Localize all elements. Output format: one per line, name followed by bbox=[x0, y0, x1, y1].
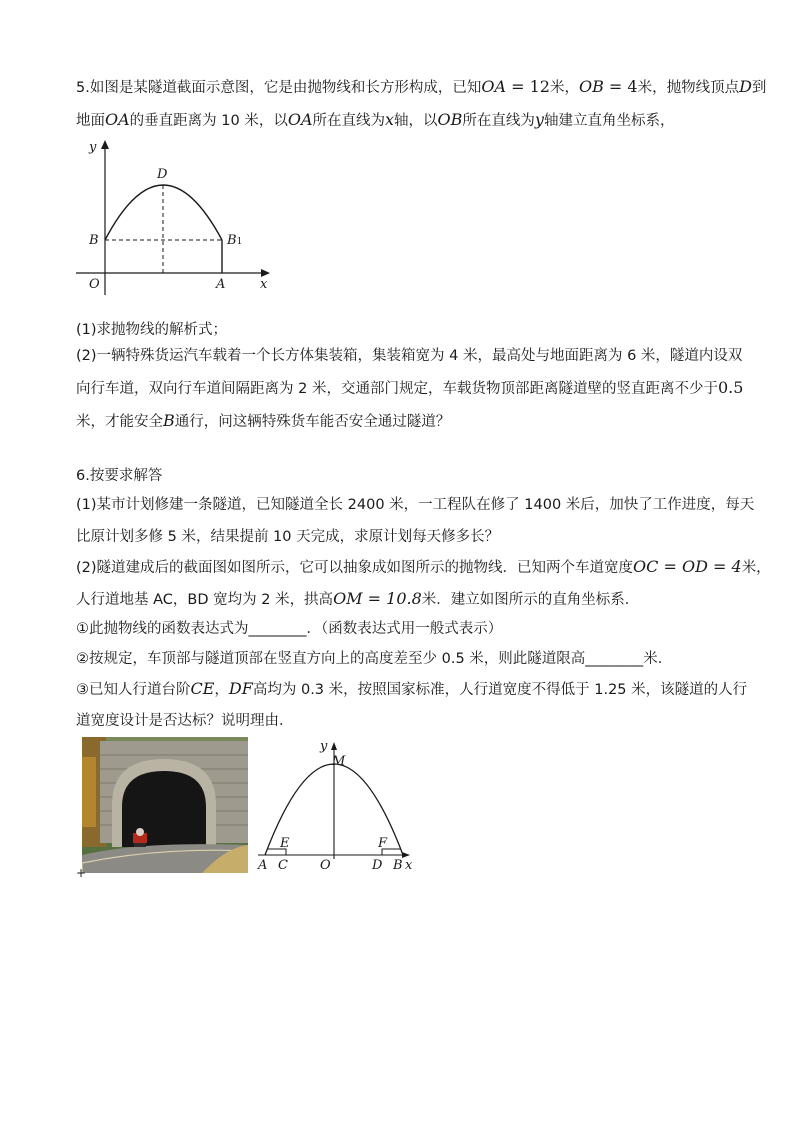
label-b1: B1 bbox=[227, 233, 243, 248]
q6-p2-line-1: (2)隧道建成后的截面图如图所示，它可以抽象成如图所示的抛物线．已知两个车道宽度OC = OD = 4米， bbox=[76, 557, 771, 576]
label-a: A bbox=[258, 858, 268, 873]
label-o: O bbox=[89, 277, 100, 292]
q5-line-2: 地面OA的垂直距离为 10 米，以OA所在直线为x轴，以OB所在直线为y轴建立直角坐标系， bbox=[76, 110, 675, 129]
q5-sub1: (1)求抛物线的解析式； bbox=[76, 322, 228, 338]
y-axis-arrow bbox=[101, 140, 109, 149]
q6-c2: ②按规定，车顶部与隧道顶部在竖直方向上的高度差至少 0.5 米，则此隧道限高________米． bbox=[76, 651, 673, 667]
plus-mark: + bbox=[76, 866, 87, 880]
q5-sub2-line-2: 向行车道，双向行车道间隔距离为 2 米，交通部门规定，车载货物顶部距离隧道壁的竖直距离不少于0.5 bbox=[76, 378, 744, 397]
label-x: x bbox=[260, 277, 268, 292]
y-axis-arrow bbox=[331, 742, 337, 750]
q6-c3-line-1: ③已知人行道台阶CE，DF高均为 0.3 米，按照国家标准，人行道宽度不得低于 1.25 米，该隧道的人行 bbox=[76, 679, 748, 698]
label-e: E bbox=[280, 836, 290, 851]
q6-p1-line-2: 比原计划多修 5 米，结果提前 10 天完成，求原计划每天修多长？ bbox=[76, 529, 500, 545]
label-b: B bbox=[393, 858, 403, 873]
q5-sub2-line-1: (2)一辆特殊货运汽车载着一个长方体集装箱，集装箱宽为 4 米，最高处与地面距离为 6 米，隧道内设双 bbox=[76, 348, 743, 364]
q5-sub2-line-3: 米，才能安全B通行，问这辆特殊货车能否安全通过隧道？ bbox=[76, 411, 451, 430]
label-d: D bbox=[157, 167, 168, 182]
label-y: y bbox=[89, 140, 97, 155]
q5-line-1: 5.如图是某隧道截面示意图，它是由抛物线和长方形构成，已知OA = 12米，OB = 4米，抛物线顶点D到 bbox=[76, 77, 767, 96]
q6-c1: ①此抛物线的函数表达式为________．（函数表达式用一般式表示） bbox=[76, 621, 503, 637]
label-m: M bbox=[332, 754, 346, 769]
label-f: F bbox=[378, 836, 388, 851]
q6-p2-line-2: 人行道地基 AC，BD 宽均为 2 米，拱高OM = 10.8米．建立如图所示的直角坐标系． bbox=[76, 589, 640, 608]
x-axis-arrow bbox=[261, 269, 270, 277]
label-o: O bbox=[320, 858, 331, 873]
tunnel-diagram-q5 bbox=[76, 135, 276, 295]
tunnel-photo bbox=[82, 737, 248, 873]
label-d: D bbox=[372, 858, 383, 873]
label-c: C bbox=[278, 858, 288, 873]
oa-label: OA bbox=[481, 77, 507, 96]
label-y: y bbox=[320, 739, 328, 754]
q6-title: 6.按要求解答 bbox=[76, 468, 163, 484]
label-x: x bbox=[405, 858, 413, 873]
q6-c3-line-2: 道宽度设计是否达标？说明理由． bbox=[76, 713, 294, 729]
label-b: B bbox=[89, 233, 99, 248]
ob-label: OB bbox=[578, 77, 604, 96]
tunnel-diagram-q6 bbox=[256, 737, 418, 873]
label-a: A bbox=[216, 277, 226, 292]
q6-p1-line-1: (1)某市计划修建一条隧道，已知隧道全长 2400 米，一工程队在修了 1400 米后，加快了工作进度，每天 bbox=[76, 497, 755, 513]
